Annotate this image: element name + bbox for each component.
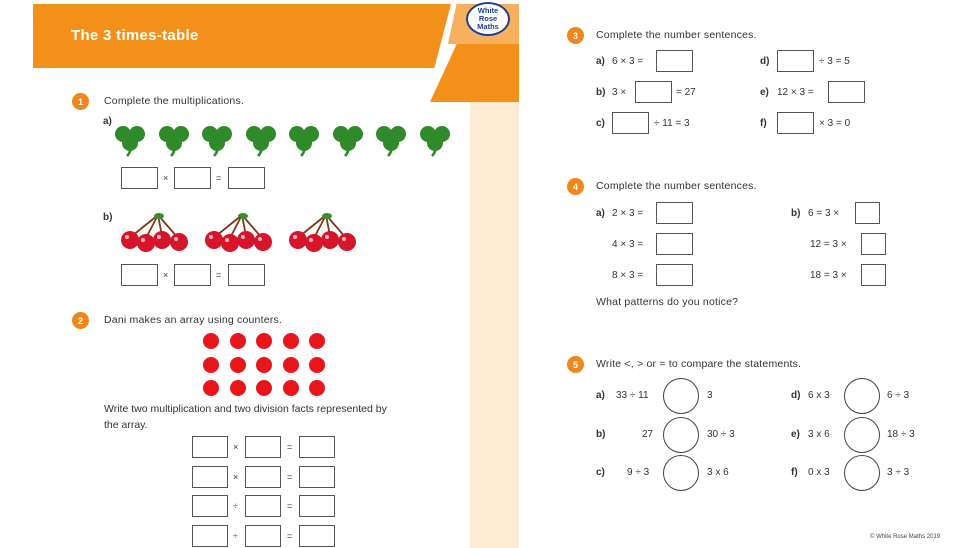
logo-line-1: White xyxy=(477,6,499,15)
q5d-label: d) xyxy=(791,390,801,401)
q3a-label: a) xyxy=(596,56,605,67)
q5e-right: 18 ÷ 3 xyxy=(887,429,915,440)
q2-answer-box-1[interactable] xyxy=(192,525,228,547)
counter-dot xyxy=(203,357,219,373)
q2-operator-sign: × xyxy=(233,442,239,452)
q3a-text: 6 × 3 = xyxy=(612,56,644,67)
counter-dot xyxy=(256,333,272,349)
copyright-notice: © White Rose Maths 2019 xyxy=(870,534,941,540)
q1a-answer-box-2[interactable] xyxy=(174,167,211,189)
question-3-badge: 3 xyxy=(567,27,584,44)
clover-icon xyxy=(110,123,150,162)
q4a-answer-box-2[interactable] xyxy=(656,233,693,255)
q3c-text: ÷ 11 = 3 xyxy=(654,118,690,129)
counter-dot xyxy=(256,380,272,396)
q4-patterns-question: What patterns do you notice? xyxy=(596,296,739,308)
counter-dot xyxy=(256,357,272,373)
q5e-left: 3 x 6 xyxy=(808,429,830,440)
q5c-right: 3 x 6 xyxy=(707,467,729,478)
counter-dot xyxy=(203,380,219,396)
cherry-bunch-icon xyxy=(202,212,276,259)
q2-answer-box-2[interactable] xyxy=(245,436,281,458)
q2-instruction-line-1: Write two multiplication and two division facts represented by xyxy=(104,403,387,415)
page-gutter xyxy=(470,70,519,548)
q5f-label: f) xyxy=(791,467,798,478)
q1a-equals-sign: = xyxy=(216,173,222,183)
q3f-label: f) xyxy=(760,118,767,129)
question-3-prompt: Complete the number sentences. xyxy=(596,29,757,41)
q2-operator-sign: ÷ xyxy=(233,501,238,511)
q4a-label: a) xyxy=(596,208,605,219)
right-page xyxy=(519,0,975,548)
counter-dot xyxy=(283,380,299,396)
q4a-text-1: 2 × 3 = xyxy=(612,208,644,219)
q3b-text-before: 3 × xyxy=(612,87,627,98)
q4b-label: b) xyxy=(791,208,801,219)
q1a-answer-box-1[interactable] xyxy=(121,167,158,189)
q2-equals-sign: = xyxy=(287,530,293,541)
q4a-answer-box-1[interactable] xyxy=(656,202,693,224)
counter-dot xyxy=(309,357,325,373)
logo-line-2: Rose xyxy=(478,14,498,23)
q5c-left: 9 ÷ 3 xyxy=(627,467,650,478)
q3c-answer-box[interactable] xyxy=(612,112,649,134)
q2-equals-sign: = xyxy=(287,442,293,452)
q2-answer-box-2[interactable] xyxy=(245,525,281,547)
q5b-label: b) xyxy=(596,429,606,440)
counter-dot xyxy=(230,357,246,373)
q2-instruction-line-2: the array. xyxy=(104,419,148,431)
q2-answer-box-3[interactable] xyxy=(299,495,335,517)
q2-answer-box-3[interactable] xyxy=(299,436,335,458)
q4b-text-1: 6 = 3 × xyxy=(808,208,840,219)
q5d-left: 6 x 3 xyxy=(808,390,830,401)
clover-icon xyxy=(197,123,237,162)
q3d-answer-box[interactable] xyxy=(777,50,814,72)
counter-dot xyxy=(309,380,325,396)
q5a-compare-circle[interactable] xyxy=(663,378,699,414)
q5a-left: 33 ÷ 11 xyxy=(616,390,649,401)
q2-answer-box-2[interactable] xyxy=(245,466,281,488)
q5d-right: 6 ÷ 3 xyxy=(887,390,910,401)
q1a-answer-box-3[interactable] xyxy=(228,167,265,189)
q3d-text: ÷ 3 = 5 xyxy=(819,56,850,67)
q2-operator-sign: ÷ xyxy=(233,530,238,541)
q5c-compare-circle[interactable] xyxy=(663,455,699,491)
clover-icon xyxy=(371,123,411,162)
clover-icon xyxy=(284,123,324,162)
q5a-right: 3 xyxy=(707,390,713,401)
q2-equals-sign: = xyxy=(287,471,293,482)
q4b-answer-box-3[interactable] xyxy=(861,264,886,286)
q5f-left: 0 x 3 xyxy=(808,467,830,478)
q5b-left: 27 xyxy=(642,429,654,440)
question-4-badge: 4 xyxy=(567,178,584,195)
q3b-label: b) xyxy=(596,87,606,98)
q3b-text-after: = 27 xyxy=(676,87,696,98)
q2-operator-sign: × xyxy=(233,471,239,482)
q1b-equals-sign: = xyxy=(216,270,222,280)
q3f-text: × 3 = 0 xyxy=(819,118,851,129)
q1a-times-sign: × xyxy=(163,173,169,183)
q2-answer-box-3[interactable] xyxy=(299,525,335,547)
q5e-compare-circle[interactable] xyxy=(844,417,880,453)
q3f-answer-box[interactable] xyxy=(777,112,814,134)
q5f-compare-circle[interactable] xyxy=(844,455,880,491)
q1b-answer-box-3[interactable] xyxy=(228,264,265,286)
q1b-answer-box-1[interactable] xyxy=(121,264,158,286)
q4b-text-3: 18 = 3 × xyxy=(810,270,847,281)
q2-answer-box-3[interactable] xyxy=(299,466,335,488)
q3e-label: e) xyxy=(760,87,769,98)
q2-answer-box-2[interactable] xyxy=(245,495,281,517)
q5b-right: 30 ÷ 3 xyxy=(707,429,735,440)
counter-dot xyxy=(283,357,299,373)
q2-answer-box-1[interactable] xyxy=(192,495,228,517)
q2-equals-sign: = xyxy=(287,501,293,511)
q4b-answer-box-2[interactable] xyxy=(861,233,886,255)
cherry-bunch-icon xyxy=(118,212,192,259)
q4a-text-3: 8 × 3 = xyxy=(612,270,644,281)
question-4-prompt: Complete the number sentences. xyxy=(596,180,757,192)
q3e-text: 12 × 3 = xyxy=(777,87,814,98)
question-2-prompt: Dani makes an array using counters. xyxy=(104,314,282,326)
q5f-right: 3 ÷ 3 xyxy=(887,467,910,478)
question-5-badge: 5 xyxy=(567,356,584,373)
clover-icon xyxy=(328,123,368,162)
question-1-prompt: Complete the multiplications. xyxy=(104,95,245,107)
q3a-answer-box[interactable] xyxy=(656,50,693,72)
cherry-bunch-icon xyxy=(286,212,360,259)
q4a-text-2: 4 × 3 = xyxy=(612,239,644,250)
counter-dot xyxy=(309,333,325,349)
logo-line-3: Maths xyxy=(477,22,499,31)
question-2-badge: 2 xyxy=(72,312,89,329)
q1b-times-sign: × xyxy=(163,270,169,280)
clover-icon xyxy=(241,123,281,162)
question-1-badge: 1 xyxy=(72,93,89,110)
q4b-answer-box-1[interactable] xyxy=(855,202,880,224)
q5e-label: e) xyxy=(791,429,800,440)
q5b-compare-circle[interactable] xyxy=(663,417,699,453)
question-5-prompt: Write <, > or = to compare the statements. xyxy=(596,358,802,370)
counter-dot xyxy=(283,333,299,349)
q1b-answer-box-2[interactable] xyxy=(174,264,211,286)
q1-part-b-label: b) xyxy=(103,212,113,223)
counter-dot xyxy=(230,333,246,349)
q5c-label: c) xyxy=(596,467,605,478)
q5a-label: a) xyxy=(596,390,605,401)
clover-icon xyxy=(154,123,194,162)
q2-answer-box-1[interactable] xyxy=(192,466,228,488)
q3e-answer-box[interactable] xyxy=(828,81,865,103)
white-rose-logo xyxy=(466,2,510,36)
page-title: The 3 times-table xyxy=(71,27,199,44)
q3d-label: d) xyxy=(760,56,770,67)
q3c-label: c) xyxy=(596,118,605,129)
q4b-text-2: 12 = 3 × xyxy=(810,239,847,250)
q5d-compare-circle[interactable] xyxy=(844,378,880,414)
clover-icon xyxy=(415,123,455,162)
q2-answer-box-1[interactable] xyxy=(192,436,228,458)
counter-dot xyxy=(230,380,246,396)
counter-dot xyxy=(203,333,219,349)
q3b-answer-box[interactable] xyxy=(635,81,672,103)
q1-part-a-label: a) xyxy=(103,116,112,127)
q4a-answer-box-3[interactable] xyxy=(656,264,693,286)
